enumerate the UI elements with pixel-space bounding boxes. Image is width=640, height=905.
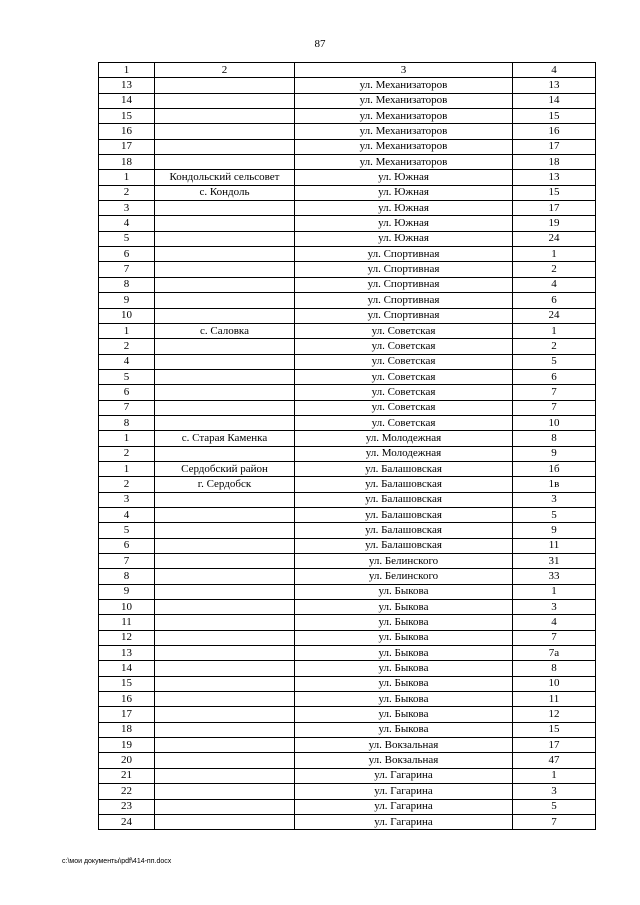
house-number-cell: 1б <box>513 461 596 476</box>
house-number-cell: 8 <box>513 661 596 676</box>
table-row <box>99 155 596 170</box>
house-number-cell: 5 <box>513 799 596 814</box>
locality-cell <box>155 753 295 768</box>
table-row <box>99 277 596 292</box>
table-row <box>99 201 596 216</box>
street-cell: ул. Быкова <box>295 707 513 722</box>
row-number-cell: 21 <box>99 768 155 783</box>
locality-cell <box>155 523 295 538</box>
row-number-cell: 1 <box>99 323 155 338</box>
house-number-cell: 1 <box>513 584 596 599</box>
street-cell: ул. Спортивная <box>295 247 513 262</box>
house-number-cell: 4 <box>513 277 596 292</box>
row-number-cell: 20 <box>99 753 155 768</box>
house-number-cell: 2 <box>513 262 596 277</box>
row-number-cell: 16 <box>99 692 155 707</box>
table-row <box>99 646 596 661</box>
row-number-cell: 9 <box>99 584 155 599</box>
row-number-cell: 22 <box>99 784 155 799</box>
table-row <box>99 109 596 124</box>
locality-cell <box>155 799 295 814</box>
house-number-cell: 3 <box>513 492 596 507</box>
street-cell: ул. Молодежная <box>295 431 513 446</box>
row-number-cell: 10 <box>99 308 155 323</box>
table-row <box>99 400 596 415</box>
row-number-cell: 13 <box>99 646 155 661</box>
house-number-cell: 10 <box>513 676 596 691</box>
row-number-cell: 5 <box>99 231 155 246</box>
street-cell: ул. Быкова <box>295 630 513 645</box>
house-number-cell: 7 <box>513 814 596 829</box>
table-row <box>99 262 596 277</box>
house-number-cell: 9 <box>513 523 596 538</box>
house-number-cell: 17 <box>513 201 596 216</box>
locality-cell <box>155 216 295 231</box>
footer-file-path: c:\мои документы\pdf\414-пп.docx <box>62 858 172 865</box>
house-number-cell: 9 <box>513 446 596 461</box>
locality-cell <box>155 600 295 615</box>
locality-cell <box>155 492 295 507</box>
street-cell: ул. Советская <box>295 339 513 354</box>
street-cell: ул. Балашовская <box>295 477 513 492</box>
table-row <box>99 692 596 707</box>
street-cell: ул. Быкова <box>295 646 513 661</box>
table-row <box>99 431 596 446</box>
row-number-cell: 14 <box>99 661 155 676</box>
table-row <box>99 139 596 154</box>
header-cell-3: 3 <box>295 63 513 78</box>
table-row <box>99 185 596 200</box>
street-cell: ул. Механизаторов <box>295 78 513 93</box>
table-row <box>99 630 596 645</box>
locality-cell <box>155 630 295 645</box>
street-cell: ул. Быкова <box>295 615 513 630</box>
table-row <box>99 814 596 829</box>
table-row <box>99 676 596 691</box>
locality-cell <box>155 722 295 737</box>
locality-cell <box>155 262 295 277</box>
row-number-cell: 3 <box>99 492 155 507</box>
row-number-cell: 3 <box>99 201 155 216</box>
street-cell: ул. Советская <box>295 354 513 369</box>
house-number-cell: 1 <box>513 247 596 262</box>
row-number-cell: 15 <box>99 109 155 124</box>
row-number-cell: 6 <box>99 538 155 553</box>
locality-cell <box>155 308 295 323</box>
house-number-cell: 8 <box>513 431 596 446</box>
row-number-cell: 11 <box>99 615 155 630</box>
house-number-cell: 16 <box>513 124 596 139</box>
house-number-cell: 47 <box>513 753 596 768</box>
row-number-cell: 6 <box>99 247 155 262</box>
table-row <box>99 661 596 676</box>
header-cell-1: 1 <box>99 63 155 78</box>
street-cell: ул. Гагарина <box>295 784 513 799</box>
locality-cell <box>155 247 295 262</box>
row-number-cell: 2 <box>99 446 155 461</box>
street-cell: ул. Быкова <box>295 661 513 676</box>
street-cell: ул. Южная <box>295 170 513 185</box>
row-number-cell: 19 <box>99 738 155 753</box>
street-cell: ул. Белинского <box>295 554 513 569</box>
locality-cell <box>155 707 295 722</box>
table-row <box>99 538 596 553</box>
table-row <box>99 507 596 522</box>
street-cell: ул. Советская <box>295 385 513 400</box>
page-number: 87 <box>314 38 326 50</box>
table-row <box>99 492 596 507</box>
street-cell: ул. Быкова <box>295 676 513 691</box>
row-number-cell: 16 <box>99 124 155 139</box>
street-cell: ул. Вокзальная <box>295 753 513 768</box>
row-number-cell: 24 <box>99 814 155 829</box>
table-row <box>99 124 596 139</box>
table-row <box>99 339 596 354</box>
street-cell: ул. Быкова <box>295 600 513 615</box>
street-cell: ул. Гагарина <box>295 768 513 783</box>
locality-cell <box>155 676 295 691</box>
row-number-cell: 4 <box>99 507 155 522</box>
locality-cell <box>155 415 295 430</box>
locality-cell <box>155 661 295 676</box>
row-number-cell: 8 <box>99 569 155 584</box>
house-number-cell: 14 <box>513 93 596 108</box>
street-cell: ул. Спортивная <box>295 262 513 277</box>
house-number-cell: 15 <box>513 109 596 124</box>
table-row <box>99 738 596 753</box>
house-number-cell: 6 <box>513 369 596 384</box>
house-number-cell: 5 <box>513 507 596 522</box>
row-number-cell: 9 <box>99 293 155 308</box>
table-row <box>99 323 596 338</box>
locality-cell <box>155 201 295 216</box>
table-row <box>99 569 596 584</box>
locality-cell <box>155 538 295 553</box>
row-number-cell: 1 <box>99 431 155 446</box>
house-number-cell: 7 <box>513 630 596 645</box>
locality-cell <box>155 139 295 154</box>
street-cell: ул. Гагарина <box>295 799 513 814</box>
locality-cell <box>155 400 295 415</box>
row-number-cell: 8 <box>99 415 155 430</box>
house-number-cell: 24 <box>513 308 596 323</box>
locality-cell <box>155 446 295 461</box>
row-number-cell: 1 <box>99 461 155 476</box>
locality-cell <box>155 293 295 308</box>
row-number-cell: 6 <box>99 385 155 400</box>
street-cell: ул. Механизаторов <box>295 155 513 170</box>
row-number-cell: 2 <box>99 477 155 492</box>
house-number-cell: 1 <box>513 323 596 338</box>
street-cell: ул. Механизаторов <box>295 109 513 124</box>
row-number-cell: 23 <box>99 799 155 814</box>
row-number-cell: 8 <box>99 277 155 292</box>
house-number-cell: 7 <box>513 385 596 400</box>
row-number-cell: 7 <box>99 554 155 569</box>
table-row <box>99 722 596 737</box>
locality-cell <box>155 784 295 799</box>
table-row <box>99 247 596 262</box>
table-row <box>99 415 596 430</box>
street-cell: ул. Балашовская <box>295 523 513 538</box>
street-cell: ул. Южная <box>295 185 513 200</box>
house-number-cell: 10 <box>513 415 596 430</box>
row-number-cell: 2 <box>99 185 155 200</box>
locality-cell <box>155 155 295 170</box>
locality-cell: с. Старая Каменка <box>155 431 295 446</box>
locality-cell <box>155 738 295 753</box>
header-cell-4: 4 <box>513 63 596 78</box>
row-number-cell: 18 <box>99 722 155 737</box>
table-row <box>99 93 596 108</box>
house-number-cell: 13 <box>513 78 596 93</box>
house-number-cell: 12 <box>513 707 596 722</box>
locality-cell <box>155 615 295 630</box>
locality-cell <box>155 768 295 783</box>
row-number-cell: 17 <box>99 139 155 154</box>
row-number-cell: 5 <box>99 369 155 384</box>
table-row <box>99 600 596 615</box>
table-row <box>99 216 596 231</box>
row-number-cell: 1 <box>99 170 155 185</box>
locality-cell <box>155 569 295 584</box>
street-cell: ул. Быкова <box>295 692 513 707</box>
street-cell: ул. Балашовская <box>295 538 513 553</box>
table-row <box>99 446 596 461</box>
street-cell: ул. Гагарина <box>295 814 513 829</box>
table-row <box>99 385 596 400</box>
street-cell: ул. Балашовская <box>295 461 513 476</box>
house-number-cell: 19 <box>513 216 596 231</box>
locality-cell <box>155 231 295 246</box>
locality-cell: с. Кондоль <box>155 185 295 200</box>
street-cell: ул. Белинского <box>295 569 513 584</box>
row-number-cell: 2 <box>99 339 155 354</box>
locality-cell <box>155 93 295 108</box>
locality-cell <box>155 78 295 93</box>
table-row <box>99 293 596 308</box>
locality-cell <box>155 354 295 369</box>
street-cell: ул. Балашовская <box>295 507 513 522</box>
table-row <box>99 753 596 768</box>
street-cell: ул. Механизаторов <box>295 124 513 139</box>
house-number-cell: 17 <box>513 139 596 154</box>
street-cell: ул. Южная <box>295 201 513 216</box>
street-cell: ул. Вокзальная <box>295 738 513 753</box>
locality-cell: Кондольский сельсовет <box>155 170 295 185</box>
row-number-cell: 17 <box>99 707 155 722</box>
house-number-cell: 11 <box>513 538 596 553</box>
house-number-cell: 15 <box>513 185 596 200</box>
row-number-cell: 5 <box>99 523 155 538</box>
row-number-cell: 18 <box>99 155 155 170</box>
street-cell: ул. Южная <box>295 216 513 231</box>
table-row <box>99 554 596 569</box>
header-cell-2: 2 <box>155 63 295 78</box>
locality-cell <box>155 124 295 139</box>
address-table-body <box>99 63 596 830</box>
locality-cell <box>155 814 295 829</box>
locality-cell <box>155 277 295 292</box>
house-number-cell: 5 <box>513 354 596 369</box>
locality-cell <box>155 692 295 707</box>
locality-cell <box>155 369 295 384</box>
house-number-cell: 1в <box>513 477 596 492</box>
row-number-cell: 14 <box>99 93 155 108</box>
street-cell: ул. Советская <box>295 400 513 415</box>
street-cell: ул. Спортивная <box>295 277 513 292</box>
table-row <box>99 308 596 323</box>
house-number-cell: 6 <box>513 293 596 308</box>
street-cell: ул. Быкова <box>295 584 513 599</box>
row-number-cell: 10 <box>99 600 155 615</box>
table-row <box>99 354 596 369</box>
table-row <box>99 523 596 538</box>
house-number-cell: 7а <box>513 646 596 661</box>
row-number-cell: 15 <box>99 676 155 691</box>
table-row <box>99 799 596 814</box>
street-cell: ул. Балашовская <box>295 492 513 507</box>
table-row <box>99 615 596 630</box>
locality-cell <box>155 646 295 661</box>
table-row <box>99 584 596 599</box>
street-cell: ул. Спортивная <box>295 293 513 308</box>
table-row <box>99 784 596 799</box>
table-row <box>99 78 596 93</box>
locality-cell <box>155 109 295 124</box>
house-number-cell: 31 <box>513 554 596 569</box>
house-number-cell: 17 <box>513 738 596 753</box>
locality-cell <box>155 584 295 599</box>
street-cell: ул. Быкова <box>295 722 513 737</box>
locality-cell: Сердобский район <box>155 461 295 476</box>
row-number-cell: 13 <box>99 78 155 93</box>
street-cell: ул. Советская <box>295 369 513 384</box>
locality-cell <box>155 554 295 569</box>
house-number-cell: 3 <box>513 784 596 799</box>
street-cell: ул. Советская <box>295 323 513 338</box>
locality-cell <box>155 385 295 400</box>
address-table <box>98 62 596 830</box>
table-row <box>99 231 596 246</box>
locality-cell <box>155 339 295 354</box>
street-cell: ул. Спортивная <box>295 308 513 323</box>
row-number-cell: 4 <box>99 354 155 369</box>
row-number-cell: 7 <box>99 262 155 277</box>
house-number-cell: 2 <box>513 339 596 354</box>
row-number-cell: 7 <box>99 400 155 415</box>
street-cell: ул. Молодежная <box>295 446 513 461</box>
locality-cell: с. Саловка <box>155 323 295 338</box>
house-number-cell: 24 <box>513 231 596 246</box>
house-number-cell: 11 <box>513 692 596 707</box>
street-cell: ул. Южная <box>295 231 513 246</box>
street-cell: ул. Механизаторов <box>295 139 513 154</box>
house-number-cell: 4 <box>513 615 596 630</box>
table-row <box>99 768 596 783</box>
row-number-cell: 4 <box>99 216 155 231</box>
table-row <box>99 369 596 384</box>
locality-cell: г. Сердобск <box>155 477 295 492</box>
row-number-cell: 12 <box>99 630 155 645</box>
street-cell: ул. Советская <box>295 415 513 430</box>
house-number-cell: 3 <box>513 600 596 615</box>
locality-cell <box>155 507 295 522</box>
table-header-row <box>99 63 596 78</box>
house-number-cell: 15 <box>513 722 596 737</box>
table-row <box>99 461 596 476</box>
house-number-cell: 1 <box>513 768 596 783</box>
house-number-cell: 18 <box>513 155 596 170</box>
table-row <box>99 477 596 492</box>
house-number-cell: 33 <box>513 569 596 584</box>
street-cell: ул. Механизаторов <box>295 93 513 108</box>
house-number-cell: 13 <box>513 170 596 185</box>
table-row <box>99 170 596 185</box>
table-row <box>99 707 596 722</box>
house-number-cell: 7 <box>513 400 596 415</box>
